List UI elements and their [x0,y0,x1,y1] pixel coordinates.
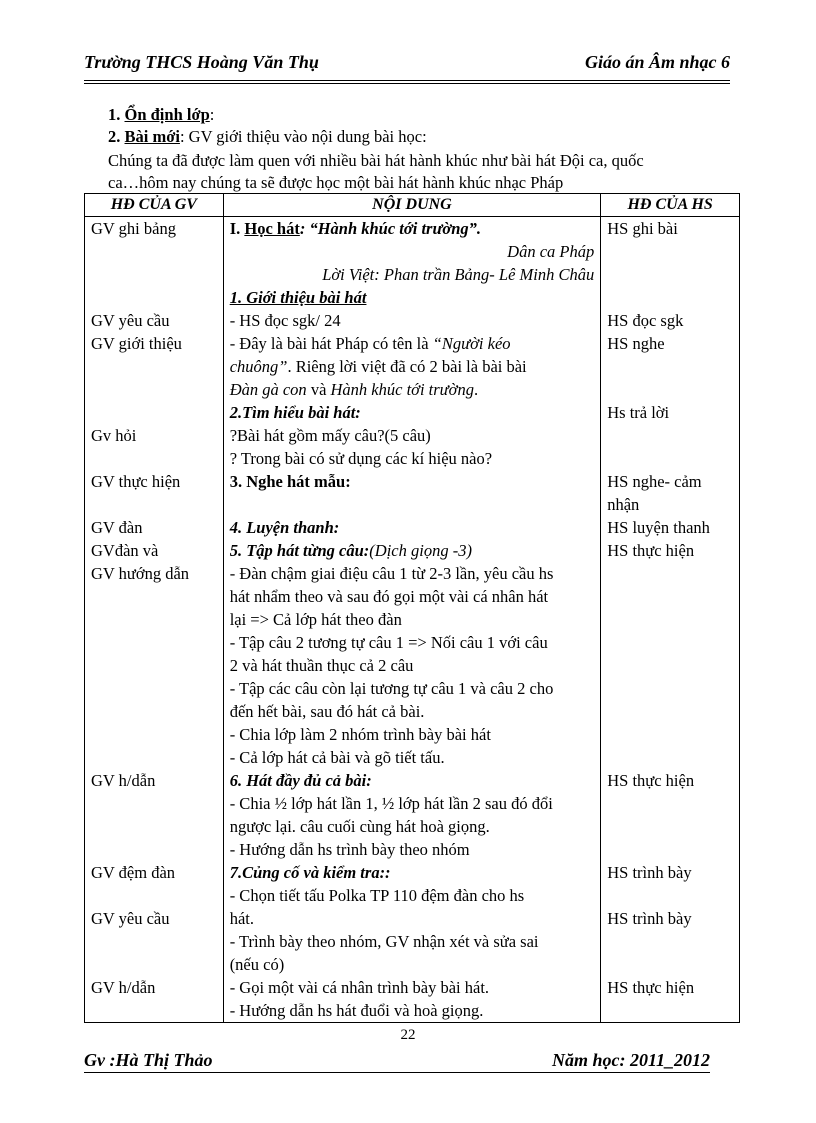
gv-line [91,631,217,654]
header-rule [84,80,730,81]
hs-line [607,447,733,470]
subsection-6-title: 6. Hát đầy đủ cả bài: [229,771,372,790]
hs-line: Hs trả lời [607,403,670,422]
gv-line [91,746,217,769]
content-column: I. Học hát: “Hành khúc tới trường”. Dân ca Pháp Lời Việt: Phan trần Bảng- Lê Minh Châu 1. Giới thiệu bài hát - HS đọc sgk/ 24 - Đây là bài hát Pháp có tên là “Người kéo chuông”. Riêng lời việt đã có 2 bài là bài bài Đàn gà con và Hành khúc tới trường. 2.Tìm hiểu bài hát: ?Bài hát gồm mấy câu?(5 câu) ? Trong bài có sử dụng các kí hiệu nào? 3. Nghe hát mẫu: 4. Luyện thanh: 5. Tập hát từng câu:(Dịch giọng -3) - Đàn chậm giai điệu câu 1 từ 2-3 lần, yêu cầu hs hát nhẩm theo và sau đó gọi một vài cá nhân hát lại => Cả lớp hát theo đàn - Tập câu 2 tương tự câu 1 => Nối câu 1 với câu 2 và hát thuần thục cả 2 câu - Tập các câu còn lại tương tự câu 1 và câu 2 cho đến hết bài, sau đó hát cả bài. - Chia lớp làm 2 nhóm trình bày bài hát - Cả lớp hát cả bài và gõ tiết tấu. 6. Hát đầy đủ cả bài: - Chia ½ lớp hát lần 1, ½ lớp hát lần 2 sau đó đổi ngược lại. câu cuối cùng hát hoà giọng. - Hướng dẫn hs trình bày theo nhóm 7.Củng cố và kiểm tra:: - Chọn tiết tấu Polka TP 110 đệm đàn cho hs hát. - Trình bày theo nhóm, GV nhận xét và sửa sai (nếu có) - Gọi một vài cá nhân trình bày bài hát. - Hướng dẫn hs hát đuổi và hoà giọng. [223,217,601,1023]
gv-line [91,999,217,1022]
hs-line [607,286,733,309]
gv-line [91,447,217,470]
hs-line: HS trình bày [607,863,692,882]
subsection-7-title: 7.Củng cố và kiểm tra:: [229,863,391,882]
hs-line [607,815,733,838]
subject-name: Giáo án Âm nhạc 6 [584,52,730,72]
page-number: 22 [400,1027,416,1043]
school-name: Trường THCS Hoàng Văn Thụ [84,52,319,72]
subsection-2-title: 2.Tìm hiểu bài hát: [229,403,361,422]
gv-line [91,838,217,861]
gv-line [91,608,217,631]
gv-line [91,654,217,677]
gv-line: GV giới thiệu [91,334,182,353]
gv-line: GV đệm đàn [91,863,176,882]
hs-line [607,792,733,815]
gv-line: GV ghi bảng [91,219,176,238]
hs-line [607,723,733,746]
gv-line [91,286,217,309]
gv-line: Gv hỏi [91,426,137,445]
hs-line [607,631,733,654]
gv-line [91,240,217,263]
song-lyrics-credit: Lời Việt: Phan trần Bảng- Lê Minh Châu [322,265,595,284]
new-lesson-label: Bài mới [124,127,180,146]
gv-line [91,378,217,401]
gv-line [91,493,217,516]
gv-line: GV yêu cầu [91,311,170,330]
hs-line: HS ghi bài [607,219,678,238]
header-gv: HĐ CỦA GV [85,194,224,217]
hs-line: HS nghe [607,334,665,353]
hs-line: HS thực hiện [607,541,695,560]
section-1-title: I. Học hát: “Hành khúc tới trường”. [229,219,482,238]
hs-line: nhận [607,495,640,514]
gv-line [91,263,217,286]
gv-line [91,585,217,608]
song-origin: Dân ca Pháp [507,242,595,261]
gv-line [91,723,217,746]
gv-line [91,884,217,907]
gv-line [91,953,217,976]
hs-line: HS đọc sgk [607,311,684,330]
hs-line [607,355,733,378]
hs-line [607,424,733,447]
subsection-5-title: 5. Tập hát từng câu: [229,541,370,560]
teacher-name: Gv :Hà Thị Thảo [84,1050,213,1070]
gv-line: GV thực hiện [91,472,181,491]
hs-line [607,884,733,907]
intro-item-1: 1. Ổn định lớp: [108,105,215,124]
subsection-3-title: 3. Nghe hát mẫu: [229,472,351,491]
header-content: NỘI DUNG [223,194,601,217]
hs-line [607,654,733,677]
gv-line: GVđàn và [91,541,159,560]
hs-column [601,217,740,1023]
intro-section [108,104,738,148]
hs-line [607,930,733,953]
stabilize-class-label: Ổn định lớp [124,105,210,124]
subsection-1-title: 1. Giới thiệu bài hát [229,288,367,307]
table-header-row [85,194,740,217]
hs-line: HS trình bày [607,909,692,928]
gv-line: GV hướng dẫn [91,564,190,583]
hs-line [607,677,733,700]
hs-line [607,585,733,608]
gv-line [91,792,217,815]
school-year: Năm học: 2011_2012 [551,1050,710,1070]
hs-line [607,999,733,1022]
footer-rule [84,1072,710,1073]
hs-line [607,608,733,631]
hs-line [607,838,733,861]
hs-line [607,240,733,263]
gv-line [91,815,217,838]
hs-line [607,378,733,401]
gv-column [85,217,224,1023]
gv-line [91,930,217,953]
hs-line: HS luyện thanh [607,518,710,537]
hs-line: HS thực hiện [607,771,695,790]
lesson-table [84,193,740,1023]
hs-line [607,953,733,976]
gv-line [91,401,217,424]
intro-item-2: 2. Bài mới: GV giới thiệu vào nội dung bài học: [108,127,427,146]
header-hs: HĐ CỦA HS [601,194,740,217]
gv-line: GV đàn [91,518,143,537]
table-body-row [85,217,740,1023]
hs-line: HS thực hiện [607,978,695,997]
gv-line: GV h/dẫn [91,978,156,997]
hs-line [607,562,733,585]
hs-line [607,263,733,286]
gv-line: GV yêu cầu [91,909,170,928]
hs-line [607,700,733,723]
hs-line [607,746,733,769]
gv-line [91,677,217,700]
header-rule-2 [84,83,730,84]
gv-line [91,700,217,723]
gv-line: GV h/dẫn [91,771,156,790]
gv-line [91,355,217,378]
intro-paragraph: Chúng ta đã được làm quen với nhiều bài hát hành khúc như bài hát Đội ca, quốc ca…hôm nay chúng ta sẽ được học một bài hát hành khúc nhạc Pháp [108,151,644,192]
subsection-4-title: 4. Luyện thanh: [229,518,340,537]
hs-line: HS nghe- cảm [607,472,702,491]
